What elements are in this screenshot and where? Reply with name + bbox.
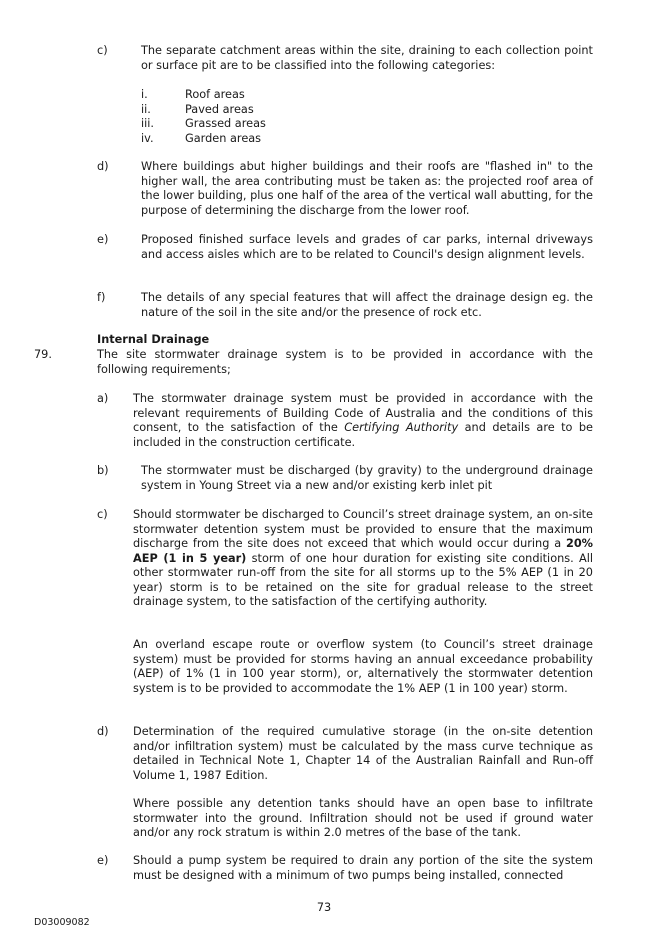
condition-intro: The site stormwater drainage system is to be provided in accordance with the following requirements; [97, 348, 593, 376]
item-d-upper-text: Where buildings abut higher buildings and their roofs are "flashed in" to the higher wall, the area contributing must be taken as: the projected roof area of the lower building, plus one half of the area of the vertical wall abutting, for the purpose of determining the discharge from the lower roof. [141, 160, 593, 217]
aep-emphasis: 20% AEP (1 in 5 year) [133, 537, 593, 565]
item-b-label: b) [97, 464, 109, 477]
item-c-upper-text: The separate catchment areas within the site, draining to each collection point or surface pit are to be classified into the following categories: [141, 44, 593, 72]
category-text: Garden areas [185, 131, 262, 145]
item-d-paragraph-2: Where possible any detention tanks should have an open base to infiltrate stormwater into the ground. Infiltration should not be used if ground water and/or any rock stratum is within 2.0 metres of the base of the tank. [133, 797, 593, 839]
item-d-upper-label: d) [97, 160, 109, 173]
category-text: Grassed areas [185, 117, 266, 130]
item-d-text: Determination of the required cumulative storage (in the on-site detention and/or infiltration system) must be calculated by the mass curve technique as detailed in Technical Note 1, Chapter 14 of the Australian Rainfall and Run-off Volume 1, 1987 Edition. [133, 725, 593, 782]
category-text: Roof areas [185, 88, 245, 101]
item-c-label: c) [97, 508, 108, 521]
item-c-text: Should stormwater be discharged to Council’s street drainage system, an on-site stormwater detention system must be provided to ensure that the maximum discharge from the site does not exceed that which would occur during a 20% AEP (1 in 5 year) storm of one hour duration for existing site conditions. All other stormwater run-off from the site for all storms up to the 5% AEP (1 in 20 year) storm is to be retained on the site for gradual release to the street drainage system, to the satisfaction of the certifying authority. [133, 508, 594, 608]
item-e-label: e) [97, 854, 109, 867]
category-text: Paved areas [185, 102, 254, 116]
item-a-text: The stormwater drainage system must be provided in accordance with the relevant requirements of Building Code of Australia and the conditions of this consent, to the satisfaction of the Certifying Authority and details are to be included in the construction certificate. [133, 392, 594, 449]
category-item [141, 103, 341, 118]
category-item [141, 117, 341, 132]
category-item [141, 132, 341, 147]
certifying-authority-term: Certifying Authority [344, 421, 459, 434]
item-c-upper-label: c) [97, 44, 108, 57]
item-f-upper-label: f) [97, 291, 106, 304]
category-number: i. [141, 88, 148, 101]
item-c-paragraph-2: An overland escape route or overflow system (to Council’s street drainage system) must be provided for storms having an annual exceedance probability (AEP) of 1% (1 in 100 year storm), or, alternatively the stormwater detention system is to be provided to accommodate the 1% AEP (1 in 100 year) storm. [133, 638, 593, 695]
category-item [141, 88, 341, 103]
section-heading: Internal Drainage [97, 333, 210, 346]
category-number: iv. [141, 131, 154, 145]
condition-number: 79. [34, 348, 52, 361]
item-e-upper-label: e) [97, 233, 109, 246]
category-number: ii. [141, 102, 151, 116]
page-number: 73 [316, 901, 332, 914]
item-b-text: The stormwater must be discharged (by gravity) to the underground drainage system in Young Street via a new and/or existing kerb inlet pit [141, 464, 593, 492]
document-id: D03009082 [34, 917, 90, 928]
category-number: iii. [141, 117, 155, 130]
item-f-upper-text: The details of any special features that will affect the drainage design eg. the nature of the soil in the site and/or the presence of rock etc. [141, 291, 593, 319]
item-d-label: d) [97, 725, 109, 738]
item-a-label: a) [97, 392, 109, 405]
item-e-text: Should a pump system be required to drain any portion of the site the system must be designed with a minimum of two pumps being installed, connected [133, 854, 593, 882]
item-e-upper-text: Proposed finished surface levels and grades of car parks, internal driveways and access aisles which are to be related to Council's design alignment levels. [141, 233, 593, 261]
